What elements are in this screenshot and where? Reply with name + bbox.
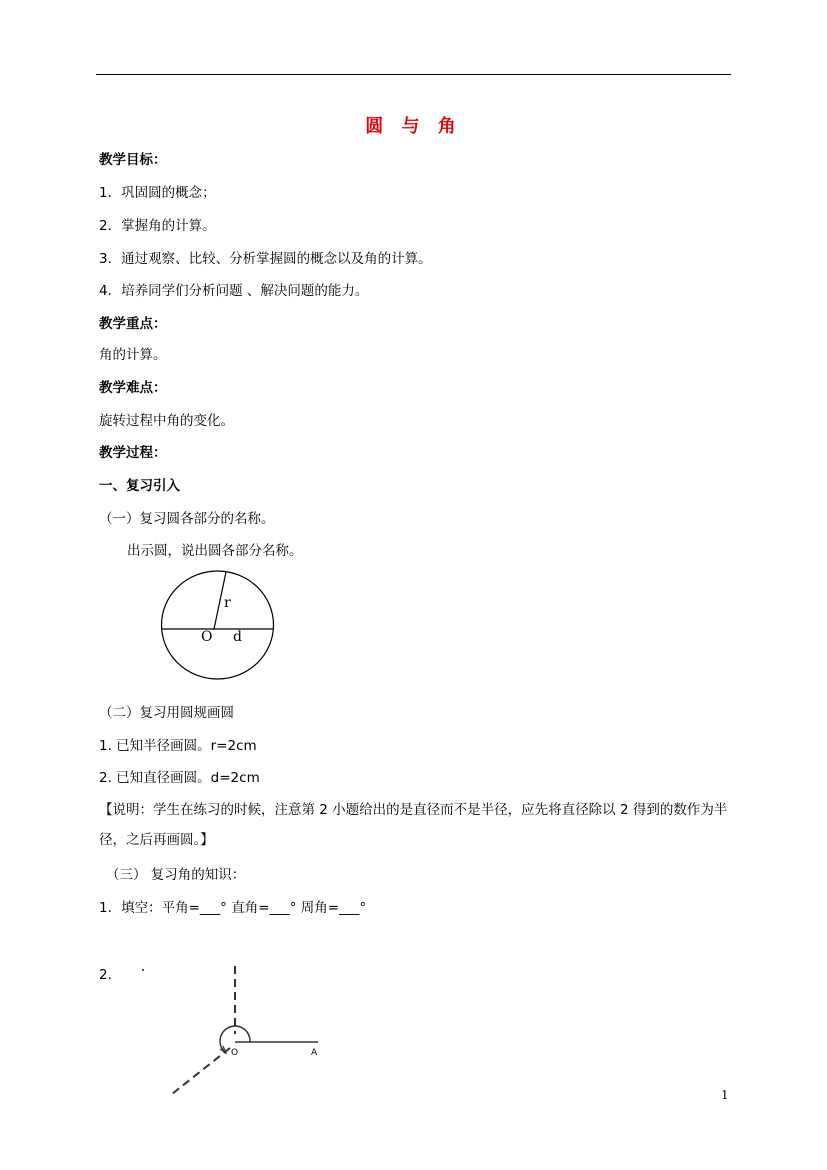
ray-down-left-dashed: [172, 1048, 230, 1094]
circle-instruction: 出示圆，说出圆各部分名称。: [127, 543, 303, 559]
page-number: 1: [721, 1088, 729, 1102]
section-review: 一、复习引入: [99, 478, 180, 494]
subsection-compass: （二）复习用圆规画圆: [99, 705, 234, 721]
header-rule: [96, 74, 731, 75]
key-heading: 教学重点：: [99, 316, 167, 332]
circle-outline: [162, 571, 274, 679]
subsection-circle-parts: （一）复习圆各部分的名称。: [99, 511, 275, 527]
difficulty-text: 旋转过程中角的变化。: [99, 413, 234, 429]
key-text: 角的计算。: [99, 347, 167, 363]
page-title: 圆 与 角: [365, 116, 462, 137]
subsection-angles: （三） 复习角的知识：: [106, 867, 246, 883]
compass-item: 1. 已知半径画圆。r=2cm: [99, 738, 257, 754]
goal-item: 1．巩固圆的概念；: [99, 185, 216, 201]
circle-diagram: [160, 570, 276, 682]
radius-label: r: [224, 595, 231, 611]
goal-item: 4．培养同学们分析问题 、解决问题的能力。: [99, 283, 369, 299]
difficulty-heading: 教学难点：: [99, 380, 167, 396]
fill-in-question: 1．填空：平角=___° 直角=___° 周角=___°: [99, 900, 367, 916]
compass-item: 2. 已知直径画圆。d=2cm: [99, 770, 260, 786]
process-heading: 教学过程：: [99, 445, 167, 461]
center-label: O: [201, 629, 213, 645]
diameter-label: d: [233, 629, 242, 645]
angle-diagram: [168, 962, 328, 1098]
vertex-label: O: [231, 1048, 239, 1058]
goals-heading: 教学目标：: [99, 152, 167, 168]
goal-item: 3．通过观察、比较、分析掌握圆的概念以及角的计算。: [99, 251, 432, 267]
point-a-label: A: [311, 1048, 318, 1058]
teaching-note: 【说明：学生在练习的时候，注意第 2 小题给出的是直径而不是半径，应先将直径除以 2 得到的数作为半径，之后再画圆。】: [99, 802, 728, 848]
question-2-label: 2．: [99, 967, 122, 983]
stray-dot: [142, 969, 144, 971]
goal-item: 2．掌握角的计算。: [99, 218, 216, 234]
